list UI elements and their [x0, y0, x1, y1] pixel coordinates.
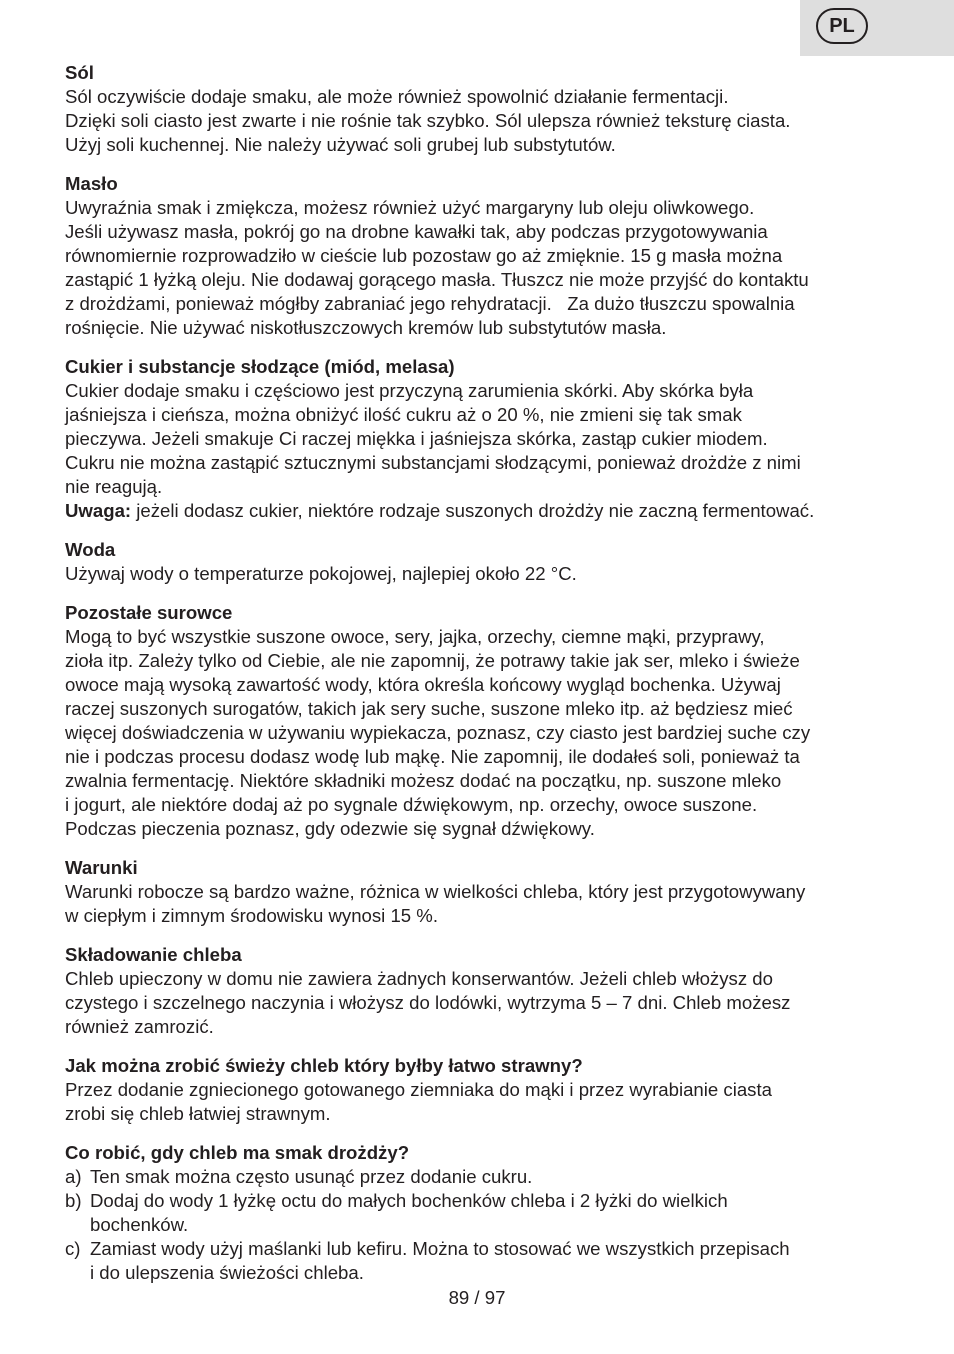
section-title: Pozostałe surowce [65, 602, 233, 623]
section-digestible-bread [65, 1054, 915, 1126]
paragraph-line: równomiernie rozprowadziło w cieście lub pozostaw go aż zmięknie. 15 g masła można [65, 245, 783, 266]
section-yeast-taste [65, 1141, 915, 1285]
section-title: Co robić, gdy chleb ma smak drożdży? [65, 1142, 410, 1163]
paragraph-line: Używaj wody o temperaturze pokojowej, najlepiej około 22 °C. [65, 563, 577, 584]
paragraph-line: więcej doświadczenia w używaniu wypiekacza, poznasz, czy ciasto jest bardziej suche czy [65, 722, 811, 743]
list-item [65, 1237, 915, 1285]
list-item [65, 1165, 915, 1189]
paragraph-line: Cukier dodaje smaku i częściowo jest przyczyną zarumienia skórki. Aby skórka była [65, 380, 754, 401]
note-text: jeżeli dodasz cukier, niektóre rodzaje suszonych drożdży nie zaczną fermentować. [131, 500, 815, 521]
paragraph-line: jaśniejsza i cieńsza, można obniżyć ilość cukru aż o 20 %, nie zmieni się tak smak [65, 404, 742, 425]
page-number: 89 / 97 [448, 1287, 506, 1308]
paragraph-line: nie reagują. [65, 476, 163, 497]
list-item-line: bochenków. [90, 1214, 189, 1235]
language-badge: PL [816, 8, 868, 44]
section-title: Jak można zrobić świeży chleb który byłby łatwo strawny? [65, 1055, 583, 1076]
section-title: Sól [65, 62, 94, 83]
paragraph-line: Chleb upieczony w domu nie zawiera żadnych konserwantów. Jeżeli chleb włożysz do [65, 968, 773, 989]
paragraph-line: czystego i szczelnego naczynia i włożysz do lodówki, wytrzyma 5 – 7 dni. Chleb możesz [65, 992, 791, 1013]
paragraph-line: w ciepłym i zimnym środowisku wynosi 15 %. [65, 905, 439, 926]
list-item [65, 1189, 915, 1237]
section-title: Cukier i substancje słodzące (miód, melasa) [65, 356, 455, 377]
paragraph-line: Mogą to być wszystkie suszone owoce, sery, jajka, orzechy, ciemne mąki, przyprawy, [65, 626, 765, 647]
list-item-text [90, 1165, 915, 1189]
language-tab [800, 0, 954, 56]
section-bread-storage [65, 943, 915, 1039]
paragraph-line: Uwyraźnia smak i zmiękcza, możesz również użyć margaryny lub oleju oliwkowego. [65, 197, 755, 218]
paragraph-line: Warunki robocze są bardzo ważne, różnica w wielkości chleba, który jest przygotowywany [65, 881, 806, 902]
section-salt [65, 61, 915, 157]
paragraph-line: również zamrozić. [65, 1016, 214, 1037]
list-item-line: Ten smak można często usunąć przez dodanie cukru. [90, 1166, 533, 1187]
paragraph-line: zwalnia fermentację. Niektóre składniki możesz dodać na początku, np. suszone mleko [65, 770, 782, 791]
paragraph-line: zioła itp. Zależy tylko od Ciebie, ale nie zapomnij, że potrawy takie jak ser, mleko i świeże [65, 650, 800, 671]
list-item-text [90, 1237, 915, 1285]
list-item-line: Dodaj do wody 1 łyżkę octu do małych bochenków chleba i 2 łyżki do wielkich [90, 1190, 728, 1211]
section-water [65, 538, 915, 586]
paragraph-line: raczej suszonych surogatów, takich jak sery suche, suszone mleko itp. aż będziesz mieć [65, 698, 793, 719]
paragraph-line: zrobi się chleb łatwiej strawnym. [65, 1103, 331, 1124]
paragraph-line: z drożdżami, ponieważ mógłby zabraniać jego rehydratacji. Za dużo tłuszczu spowalnia [65, 293, 795, 314]
section-sugar [65, 355, 915, 523]
note-label: Uwaga: [65, 500, 132, 521]
paragraph-line: nie i podczas procesu dodasz wodę lub mąkę. Nie zapomnij, ile dodałeś soli, ponieważ ta [65, 746, 800, 767]
section-conditions [65, 856, 915, 928]
paragraph-line: Podczas pieczenia poznasz, gdy odezwie się sygnał dźwiękowy. [65, 818, 595, 839]
paragraph-line: Jeśli używasz masła, pokrój go na drobne kawałki tak, aby podczas przygotowywania [65, 221, 768, 242]
page-content [65, 61, 915, 1300]
paragraph-line: pieczywa. Jeżeli smakuje Ci raczej miękka i jaśniejsza skórka, zastąp cukier miodem. [65, 428, 768, 449]
list-marker: c) [65, 1238, 81, 1259]
paragraph-line: zastąpić 1 łyżką oleju. Nie dodawaj gorącego masła. Tłuszcz nie może przyjść do kontaktu [65, 269, 809, 290]
section-title: Warunki [65, 857, 138, 878]
paragraph-line: Sól oczywiście dodaje smaku, ale może również spowolnić działanie fermentacji. [65, 86, 729, 107]
paragraph-line: owoce mają wysoką zawartość wody, która określa końcowy wygląd bochenka. Używaj [65, 674, 781, 695]
paragraph-line: Przez dodanie zgniecionego gotowanego ziemniaka do mąki i przez wyrabianie ciasta [65, 1079, 772, 1100]
section-butter [65, 172, 915, 340]
list-item-line: Zamiast wody użyj maślanki lub kefiru. Można to stosować we wszystkich przepisach [90, 1238, 790, 1259]
section-title: Składowanie chleba [65, 944, 242, 965]
paragraph-line: rośnięcie. Nie używać niskotłuszczowych kremów lub substytutów masła. [65, 317, 667, 338]
paragraph-line: Dzięki soli ciasto jest zwarte i nie rośnie tak szybko. Sól ulepsza również teksturę ciasta. [65, 110, 791, 131]
section-title: Masło [65, 173, 118, 194]
list-marker: a) [65, 1166, 82, 1187]
list-item-line: i do ulepszenia świeżości chleba. [90, 1262, 364, 1283]
list-item-text [90, 1189, 915, 1237]
list-marker: b) [65, 1190, 82, 1211]
paragraph-line: Cukru nie można zastąpić sztucznymi substancjami słodzącymi, ponieważ drożdże z nimi [65, 452, 801, 473]
section-title: Woda [65, 539, 116, 560]
paragraph-line: i jogurt, ale niektóre dodaj aż po sygnale dźwiękowym, np. orzechy, owoce suszone. [65, 794, 758, 815]
paragraph-line: Użyj soli kuchennej. Nie należy używać soli grubej lub substytutów. [65, 134, 616, 155]
section-other-ingredients [65, 601, 915, 841]
note-line [65, 499, 915, 523]
